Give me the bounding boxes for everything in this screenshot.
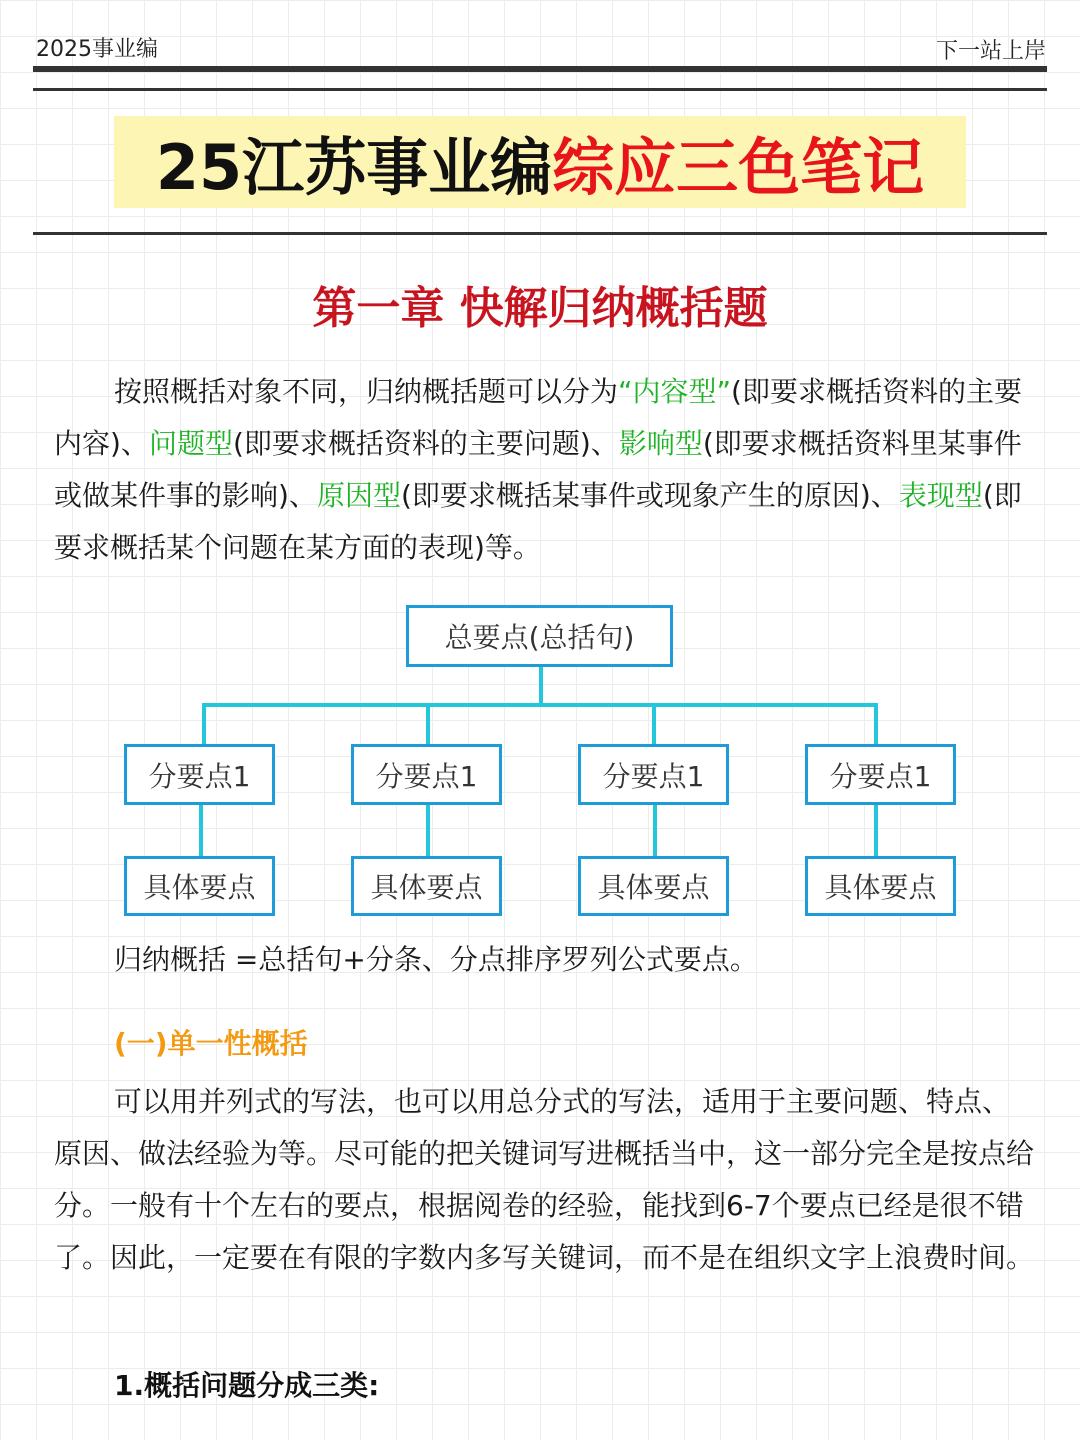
connector-branch-4 bbox=[874, 703, 878, 747]
title-black-part: 25江苏事业编 bbox=[155, 130, 553, 204]
section-heading: (一)单一性概括 bbox=[114, 1027, 308, 1060]
diagram-branch-node: 分要点1 bbox=[805, 744, 956, 805]
diagram-detail-node: 具体要点 bbox=[805, 856, 956, 916]
intro-type-cause: 原因型 bbox=[316, 479, 401, 512]
connector-root-down bbox=[539, 664, 543, 706]
connector-branch-1 bbox=[202, 703, 206, 747]
intro-text-1: 按照概括对象不同，归纳概括题可以分为 bbox=[114, 375, 619, 408]
connector-branch-2 bbox=[426, 703, 430, 747]
connector-horizontal bbox=[202, 703, 878, 707]
diagram-detail-node: 具体要点 bbox=[124, 856, 275, 916]
diagram-root-node: 总要点(总括句) bbox=[406, 605, 673, 667]
section-text: 可以用并列式的写法，也可以用总分式的写法，适用于主要问题、特点、原因、做法经验为等。尽可能的把关键词写进概括当中，这一部分完全是按点给分。一般有十个左右的要点，根据阅卷的经验，能找到6-7个要点已经是很不错了。因此，一定要在有限的字数内多写关键词，而不是在组织文字上浪费时间。 bbox=[54, 1085, 1035, 1274]
diagram-branch-node: 分要点1 bbox=[351, 744, 502, 805]
connector-detail-1 bbox=[199, 802, 203, 860]
connector-branch-3 bbox=[652, 703, 656, 747]
page-title bbox=[114, 116, 966, 208]
intro-type-manifestation: 表现型 bbox=[898, 479, 983, 512]
chapter-title: 第一章 快解归纳概括题 bbox=[312, 283, 768, 334]
intro-text-6: (即要求概括某个问题在某方面的表现)等。 bbox=[54, 479, 1022, 564]
intro-type-problem: 问题型 bbox=[148, 427, 233, 460]
connector-detail-2 bbox=[426, 802, 430, 860]
intro-paragraph bbox=[54, 366, 1034, 574]
formula-text: 归纳概括 =总括句+分条、分点排序罗列公式要点。 bbox=[114, 943, 758, 976]
section-paragraph bbox=[54, 1076, 1034, 1284]
header-left-label: 2025事业编 bbox=[36, 37, 158, 62]
header-divider-thick bbox=[33, 66, 1047, 72]
diagram-detail-node: 具体要点 bbox=[351, 856, 502, 916]
intro-text-5: (即要求概括某事件或现象产生的原因)、 bbox=[400, 479, 899, 512]
diagram-detail-node: 具体要点 bbox=[578, 856, 729, 916]
intro-text-4: (即要求概括资料里某事件或做某件事的影响)、 bbox=[54, 427, 1022, 512]
intro-text-2: (即要求概括资料的主要内容)、 bbox=[54, 375, 1022, 460]
title-divider bbox=[33, 232, 1047, 235]
intro-type-impact: 影响型 bbox=[618, 427, 703, 460]
header-right-label: 下一站上岸 bbox=[935, 39, 1046, 64]
intro-text-3: (即要求概括资料的主要问题)、 bbox=[232, 427, 619, 460]
header-divider-thin bbox=[33, 88, 1047, 91]
title-red-part: 综应三色笔记 bbox=[552, 130, 925, 204]
intro-type-content: “内容型” bbox=[618, 375, 732, 408]
diagram-branch-node: 分要点1 bbox=[124, 744, 275, 805]
connector-detail-4 bbox=[874, 802, 878, 860]
diagram-branch-node: 分要点1 bbox=[578, 744, 729, 805]
connector-detail-3 bbox=[653, 802, 657, 860]
list-heading: 1.概括问题分成三类: bbox=[114, 1369, 380, 1402]
